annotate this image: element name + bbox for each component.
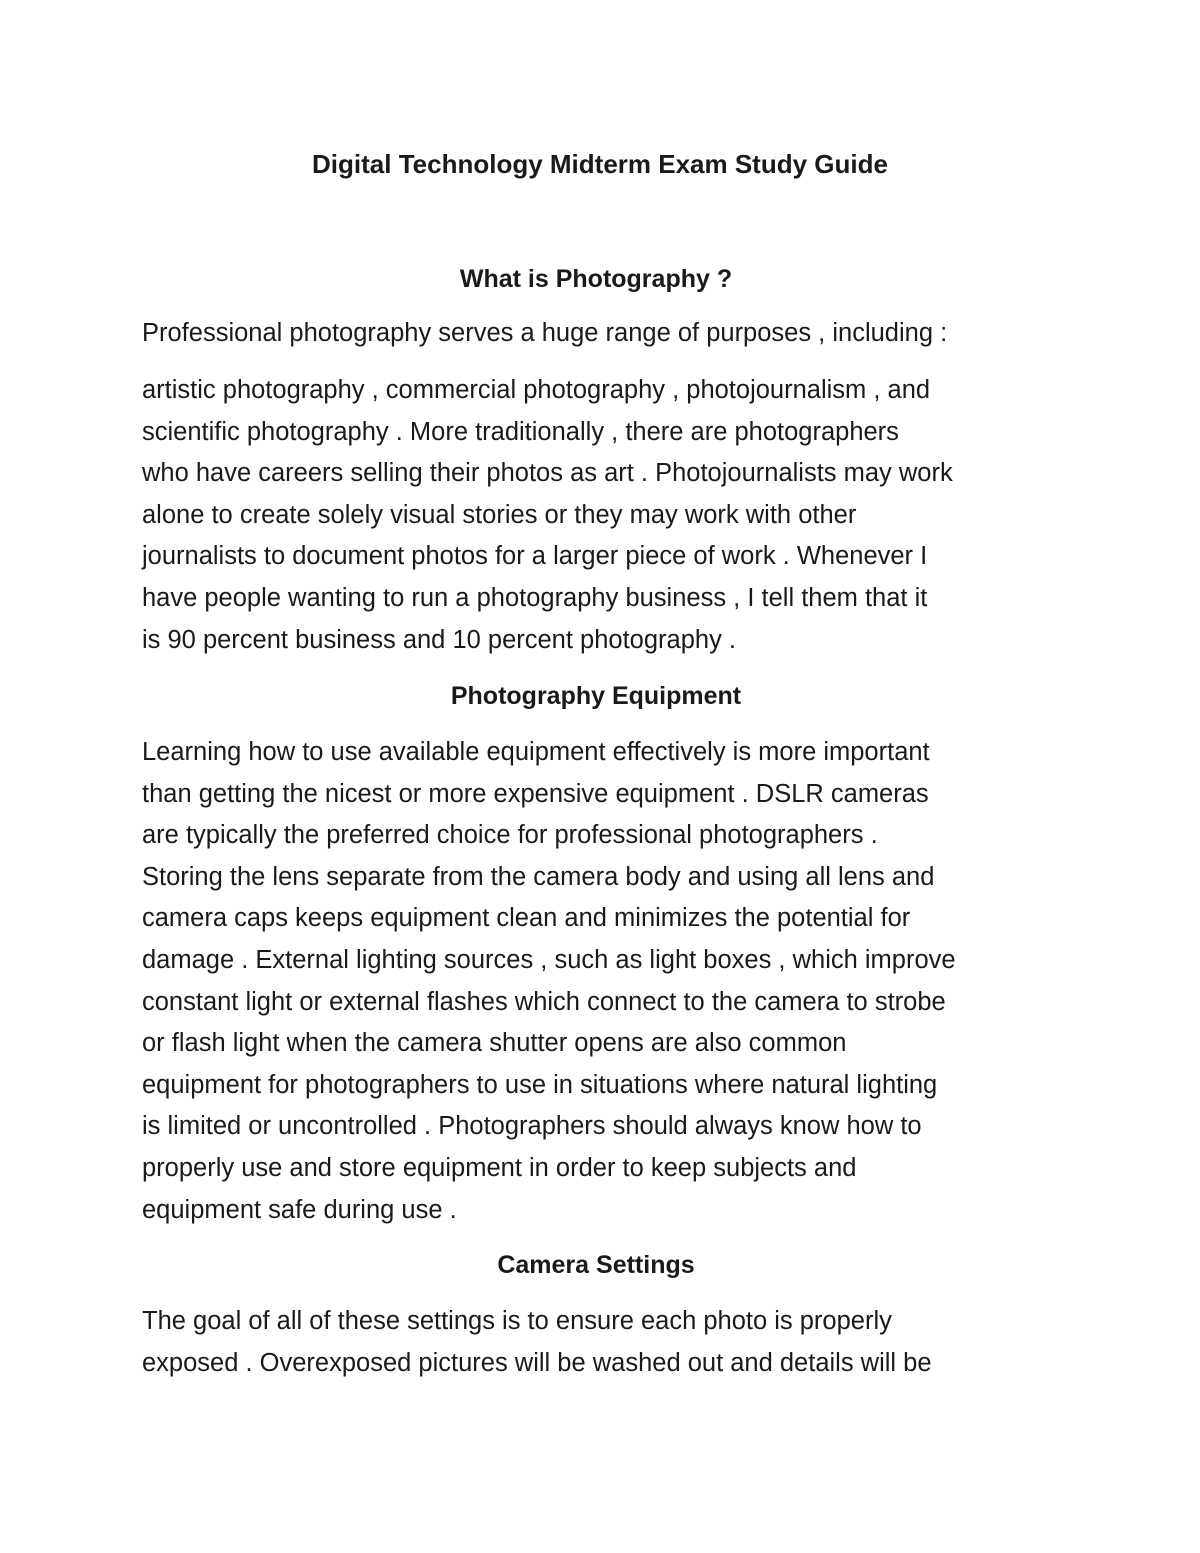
paragraph-what-is-photography	[142, 370, 1082, 661]
section-heading-photography-equipment: Photography Equipment	[450, 682, 742, 710]
paragraph-line: camera caps keeps equipment clean and minimizes the potential for	[142, 904, 911, 933]
document-title: Digital Technology Midterm Exam Study Guide	[312, 149, 888, 179]
paragraph-line: Professional photography serves a huge range of purposes , including :	[142, 319, 948, 347]
paragraph-line: Learning how to use available equipment effectively is more important	[142, 738, 930, 766]
section-intro-paragraph	[142, 313, 1082, 355]
paragraph-line: The goal of all of these settings is to ensure each photo is properly	[142, 1307, 892, 1335]
paragraph-line: are typically the preferred choice for professional photographers .	[142, 821, 878, 850]
paragraph-line: equipment for photographers to use in situations where natural lighting	[142, 1070, 938, 1099]
paragraph-line: damage . External lighting sources , such as light boxes , which improve	[142, 945, 956, 974]
paragraph-camera-settings	[142, 1301, 1082, 1384]
paragraph-line: scientific photography . More traditionally , there are photographers	[142, 417, 899, 446]
paragraph-line: Storing the lens separate from the camera body and using all lens and	[142, 862, 935, 891]
paragraph-line: than getting the nicest or more expensive equipment . DSLR cameras	[142, 779, 929, 808]
paragraph-line: equipment safe during use .	[142, 1195, 457, 1224]
paragraph-line: artistic photography , commercial photography , photojournalism , and	[142, 376, 931, 404]
paragraph-line: exposed . Overexposed pictures will be washed out and details will be	[142, 1348, 932, 1377]
section-heading-what-is-photography: What is Photography ?	[459, 265, 733, 293]
paragraph-line: who have careers selling their photos as art . Photojournalists may work	[142, 459, 953, 488]
paragraph-line: properly use and store equipment in order to keep subjects and	[142, 1153, 857, 1182]
section-heading-camera-settings: Camera Settings	[497, 1251, 695, 1279]
paragraph-photography-equipment	[142, 732, 1082, 1231]
paragraph-line: have people wanting to run a photography business , I tell them that it	[142, 583, 928, 612]
paragraph-line: or flash light when the camera shutter opens are also common	[142, 1029, 847, 1058]
paragraph-line: is 90 percent business and 10 percent photography .	[142, 625, 736, 654]
paragraph-line: alone to create solely visual stories or they may work with other	[142, 500, 857, 529]
paragraph-line: is limited or uncontrolled . Photographers should always know how to	[142, 1112, 922, 1141]
paragraph-line: journalists to document photos for a larger piece of work . Whenever I	[142, 542, 928, 571]
paragraph-line: constant light or external flashes which connect to the camera to strobe	[142, 987, 946, 1016]
